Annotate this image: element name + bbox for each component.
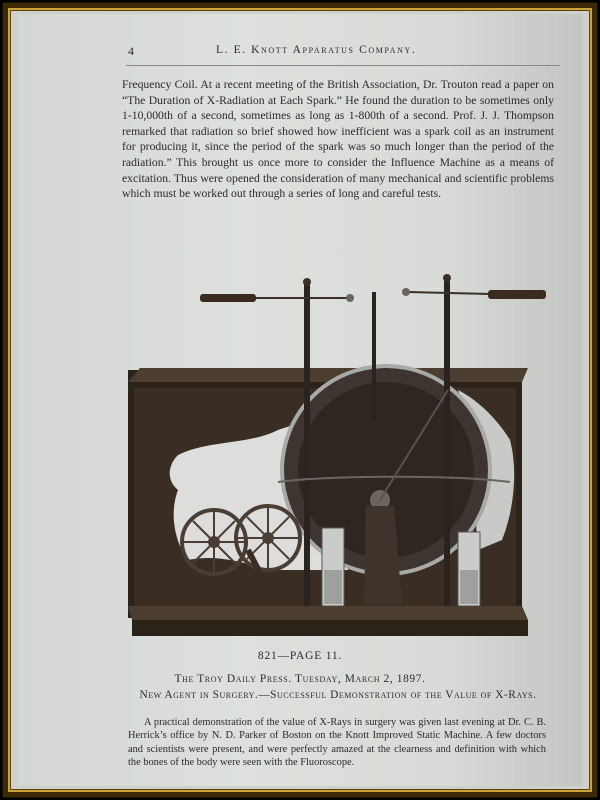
body-paragraph: Frequency Coil. At a recent meeting of the British Association, Dr. Trouton read a paper on “The Duration of X-Radiation at Each Spark.” He found the duration to be sometimes only 1-10,000th of a second, sometimes as long as 1-800th of a second. Prof. J. J. Thompson remarked that radiation so brief showed how inefficient was a spark coil as an instrument for producing it, since the period of the spark was so much longer than the period of the radiation.” This brought us once more to consider the Influence Machine as a means of excitation. Thus were opened the consideration of many mechanical and scientific problems which must be worked out through a series of long and careful tests.	[122, 78, 554, 201]
static-machine-figure	[118, 270, 548, 648]
running-head: L. E. Knott Apparatus Company.	[216, 44, 417, 56]
header-rule	[126, 65, 560, 66]
frame-border	[8, 8, 592, 792]
static-machine-illustration	[118, 270, 548, 648]
photo-frame	[2, 2, 598, 798]
article-paragraph: A practical demonstration of the value of X-Rays in surgery was given last evening at Dr. C. B. Herrick’s office by N. D. Parker of Boston on the Knott Improved Static Machine. A few doctors and scientists were present, and were perfectly amazed at the clearness and definition with which the bones of the body were seen with the Fluoroscope.	[128, 717, 546, 768]
article-dateline: The Troy Daily Press. Tuesday, March 2, 1897.	[174, 673, 426, 685]
book-page	[18, 14, 582, 786]
page-number: 4	[128, 44, 134, 58]
body-text	[122, 77, 554, 202]
page-header	[18, 44, 582, 64]
article-headline: New Agent in Surgery.—Successful Demonstration of the Value of X-Rays.	[139, 689, 537, 701]
article-text	[128, 716, 546, 769]
figure-caption: 821—PAGE 11.	[257, 650, 343, 662]
